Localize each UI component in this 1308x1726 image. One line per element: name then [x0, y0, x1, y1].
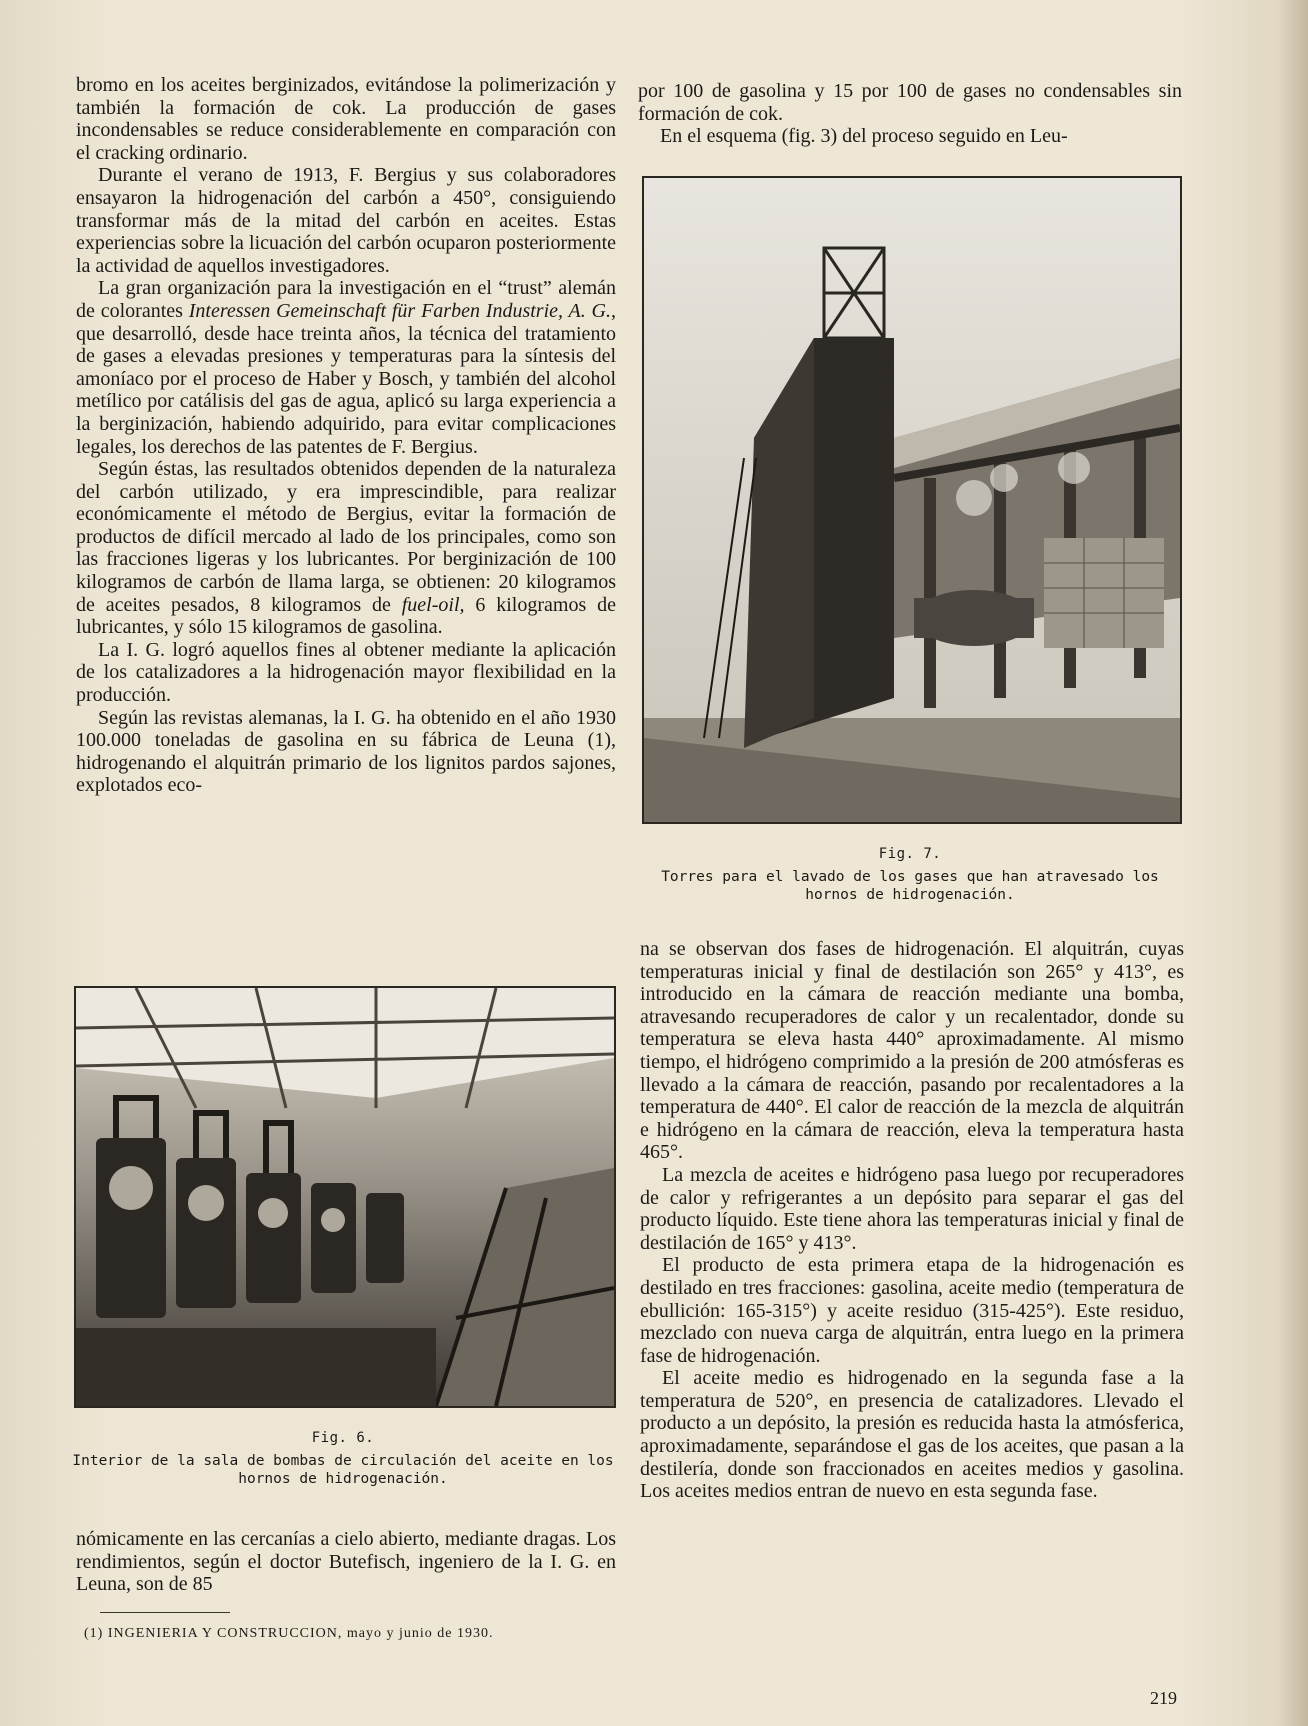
pump-hall-illustration — [76, 988, 614, 1406]
figure-7-caption: Torres para el lavado de los gases que han atravesado los hornos de hidrogenación. — [661, 869, 1159, 903]
paragraph: nómicamente en las cercanías a cielo abierto, mediante dragas. Los rendimientos, según el doctor Butefisch, ingeniero de la I. G. en Leuna, son de 85 — [76, 1528, 616, 1596]
left-column-bottom — [76, 1528, 616, 1596]
footnote: (1) INGENIERIA Y CONSTRUCCION, mayo y junio de 1930. — [84, 1626, 494, 1641]
paragraph: Según éstas, las resultados obtenidos dependen de la naturaleza del carbón utilizado, y era imprescindible, para realizar económicamente el método de Bergius, evitar la formación de productos de difícil mercado al lado de los principales, como son las fracciones ligeras y los lubricantes. Por berginización de 100 kilogramos de carbón de llama larga, se obtienen: 20 kilogramos de aceites pesados, 8 kilogramos de fuel-oil, 6 kilogramos de lubricantes, y sólo 15 kilogramos de gasolina. — [76, 458, 616, 639]
figure-6-photo — [74, 986, 616, 1408]
paragraph: Durante el verano de 1913, F. Bergius y sus colaboradores ensayaron la hidrogenación del carbón a 450°, consiguiendo transformar más de la mitad del carbón en aceites. Estas experiencias sobre la licuación del carbón ocuparon posteriormente la actividad de aquellos investigadores. — [76, 164, 616, 277]
paragraph: En el esquema (fig. 3) del proceso seguido en Leu- — [660, 125, 1068, 148]
paragraph: na se observan dos fases de hidrogenación. El alquitrán, cuyas temperaturas inicial y final de destilación son 265° y 413°, es introducido en la cámara de reacción mediante una bomba, atravesando recuperadores de calor y un recalentador, donde su temperatura se eleva hasta 440° aproximadamente. Al mismo tiempo, el hidrógeno comprimido a la presión de 200 atmósferas es llevado a la cámara de reacción, pasando por recalentadores a la temperatura de 440°. El calor de reacción de la mezcla de alquitrán e hidrógeno en la cámara de reacción, eleva la temperatura hasta 465°. — [640, 938, 1184, 1164]
figure-6-caption: Interior de la sala de bombas de circulación del aceite en los hornos de hidrogenación. — [72, 1453, 614, 1487]
footnote-rule — [100, 1612, 230, 1613]
figure-7-label: Fig. 7. — [878, 846, 942, 862]
gas-washing-towers-illustration — [644, 178, 1180, 822]
left-column-top — [76, 74, 616, 797]
page-number: 219 — [1150, 1688, 1177, 1708]
paragraph: El producto de esta primera etapa de la hidrogenación es destilado en tres fracciones: gasolina, aceite medio (temperatura de ebullición: 165-315°) y aceite residuo (315-425°). Este residuo, mezclado con nueva carga de alquitrán, entra luego en la primera fase de hidrogenación. — [640, 1254, 1184, 1367]
paragraph: La gran organización para la investigación en el “trust” alemán de colorantes Interessen Gemeinschaft für Farben Industrie, A. G., que desarrolló, desde hace treinta años, la técnica del tratamiento de gases a elevadas presiones y temperaturas para la síntesis del amoníaco por el proceso de Haber y Bosch, y también del alcohol metílico por catálisis del gas de agua, aplicó su larga experiencia a la berginización, habiendo adquirido, para evitar complicaciones legales, los derechos de las patentes de F. Bergius. — [76, 277, 616, 458]
figure-7-photo — [642, 176, 1182, 824]
paragraph: por 100 de gasolina y 15 por 100 de gases no condensables sin formación de cok. — [638, 80, 1182, 125]
paragraph: bromo en los aceites berginizados, evitándose la polimerización y también la formación de cok. La producción de gases incondensables se reduce considerablemente en comparación con el cracking ordinario. — [76, 74, 616, 164]
figure-6-label: Fig. 6. — [311, 1430, 375, 1446]
page-edge-shadow — [1278, 0, 1308, 1726]
paragraph: La I. G. logró aquellos fines al obtener mediante la aplicación de los catalizadores a la hidrogenación mayor flexibilidad en la producción. — [76, 638, 616, 707]
right-column-top — [638, 80, 1182, 148]
paragraph: El aceite medio es hidrogenado en la segunda fase a la temperatura de 520°, en presencia de catalizadores. Llevado el producto a un depósito, la presión es reducida hasta la atmósferica, aproximadamente, separándose el gas de los aceites, que pasan a la destilería, donde son fraccionados en aceites medios y gasolina. Los aceites medios entran de nuevo en esta segunda fase. — [640, 1367, 1184, 1503]
paragraph: La mezcla de aceites e hidrógeno pasa luego por recuperadores de calor y refrigerantes a un depósito para separar el gas del producto líquido. Este tiene ahora las temperaturas inicial y final de destilación de 165° y 413°. — [640, 1163, 1184, 1254]
right-column-bottom — [640, 938, 1184, 1503]
paragraph: Según las revistas alemanas, la I. G. ha obtenido en el año 1930 100.000 toneladas de gasolina en su fábrica de Leuna (1), hidrogenando el alquitrán primario de los lignitos pardos sajones, explotados eco- — [76, 706, 616, 797]
